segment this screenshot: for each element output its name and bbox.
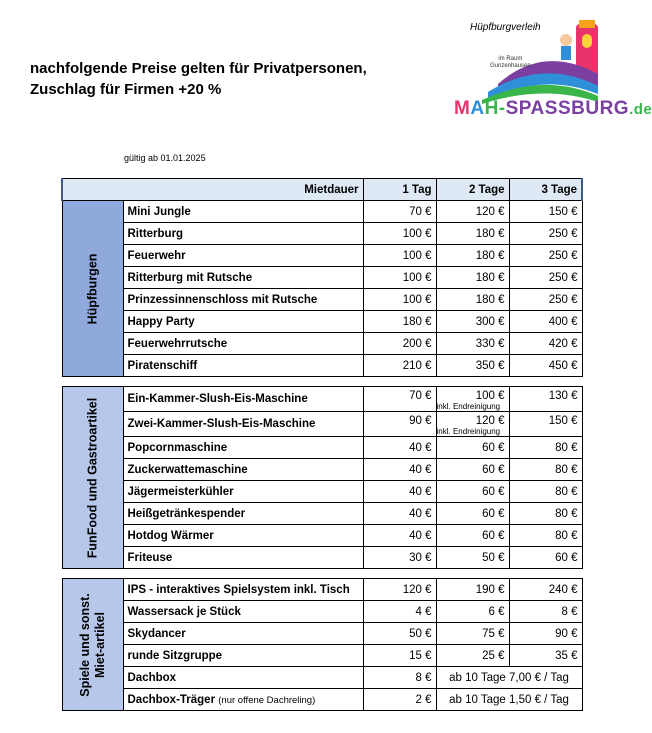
item-name: Ein-Kammer-Slush-Eis-Maschine [123, 387, 363, 412]
table-header-row [62, 179, 582, 201]
item-name: Heißgetränkespender [123, 503, 363, 525]
price-3-days: 250 € [509, 289, 582, 311]
price-1-day: 70 € [363, 387, 436, 412]
price-2-days: 25 € [436, 645, 509, 667]
logo-region-line2: Gunzenhausen [490, 63, 531, 69]
logo-arc-text: Hüpfburgverleih [470, 22, 541, 33]
price-table [61, 178, 583, 711]
item-name: Popcornmaschine [123, 437, 363, 459]
price-1-day: 180 € [363, 311, 436, 333]
price-1-day: 100 € [363, 223, 436, 245]
item-name: runde Sitzgruppe [123, 645, 363, 667]
table-row [62, 311, 582, 333]
price-1-day: 120 € [363, 579, 436, 601]
item-name: Jägermeisterkühler [123, 481, 363, 503]
price-2-days: 60 € [436, 481, 509, 503]
price-3-days: 80 € [509, 459, 582, 481]
price-1-day: 210 € [363, 355, 436, 377]
price-2-days: 330 € [436, 333, 509, 355]
table-row [62, 245, 582, 267]
price-1-day: 40 € [363, 459, 436, 481]
price-3-days: 250 € [509, 267, 582, 289]
table-row [62, 525, 582, 547]
item-name [123, 689, 363, 711]
brand-tld: .de [629, 101, 652, 118]
price-2-days: 190 € [436, 579, 509, 601]
section-spacer [62, 377, 582, 387]
price-1-day: 15 € [363, 645, 436, 667]
brand-letter-m: M [454, 98, 471, 119]
item-name: Dachbox [123, 667, 363, 689]
price-3-days: 150 € [509, 201, 582, 223]
price-3-days: 150 € [509, 412, 582, 437]
heading-line-private: nachfolgende Preise gelten für Privatpersonen, [30, 60, 367, 77]
extended-rate: ab 10 Tage 1,50 € / Tag [436, 689, 582, 711]
price-3-days: 130 € [509, 387, 582, 412]
table-row [62, 601, 582, 623]
item-name: Feuerwehrrutsche [123, 333, 363, 355]
price-3-days: 250 € [509, 245, 582, 267]
price-2-days: 180 € [436, 289, 509, 311]
price-1-day: 90 € [363, 412, 436, 437]
price-1-day: 30 € [363, 547, 436, 569]
price-2-days: 180 € [436, 245, 509, 267]
price-2-days: 60 € [436, 437, 509, 459]
logo-region-line1: im Raum [498, 56, 523, 62]
price-1-day: 200 € [363, 333, 436, 355]
item-name: Friteuse [123, 547, 363, 569]
price-2-days: 180 € [436, 267, 509, 289]
price-1-day: 2 € [363, 689, 436, 711]
price-3-days: 400 € [509, 311, 582, 333]
price-value: 120 € [475, 415, 505, 427]
header-1-day: 1 Tag [363, 179, 436, 201]
table-row [62, 667, 582, 689]
price-3-days: 60 € [509, 547, 582, 569]
price-1-day: 50 € [363, 623, 436, 645]
item-name: Piratenschiff [123, 355, 363, 377]
extended-rate: ab 10 Tage 7,00 € / Tag [436, 667, 582, 689]
price-2-days: 60 € [436, 459, 509, 481]
table-row [62, 223, 582, 245]
brand-letter-a: A [470, 98, 485, 119]
item-name: Ritterburg mit Rutsche [123, 267, 363, 289]
category-label: FunFood und Gastroartikel [85, 397, 99, 558]
table-row [62, 547, 582, 569]
table-row [62, 289, 582, 311]
price-1-day: 70 € [363, 201, 436, 223]
table-row [62, 437, 582, 459]
category-funfood [62, 387, 123, 569]
item-name: Zuckerwattemaschine [123, 459, 363, 481]
item-name: Mini Jungle [123, 201, 363, 223]
page-heading [30, 58, 367, 100]
validity-date: gültig ab 01.01.2025 [124, 153, 206, 163]
price-value: 100 € [475, 390, 505, 402]
price-3-days: 250 € [509, 223, 582, 245]
price-2-days [436, 412, 509, 437]
item-name: Skydancer [123, 623, 363, 645]
table-row [62, 689, 582, 711]
price-1-day: 40 € [363, 525, 436, 547]
price-3-days: 80 € [509, 481, 582, 503]
price-1-day: 8 € [363, 667, 436, 689]
table-row [62, 459, 582, 481]
brand-letter-h: H- [484, 98, 506, 119]
table-row [62, 267, 582, 289]
item-name: Happy Party [123, 311, 363, 333]
price-2-days: 60 € [436, 525, 509, 547]
category-label: Hüpfburgen [85, 253, 99, 324]
cleaning-note: inkl. Endreinigung [436, 402, 501, 411]
price-1-day: 100 € [363, 289, 436, 311]
price-2-days: 300 € [436, 311, 509, 333]
category-label [78, 593, 108, 697]
price-2-days: 50 € [436, 547, 509, 569]
price-1-day: 40 € [363, 503, 436, 525]
price-2-days: 350 € [436, 355, 509, 377]
table-row [62, 387, 582, 412]
item-name: Hotdog Wärmer [123, 525, 363, 547]
price-1-day: 4 € [363, 601, 436, 623]
price-3-days: 90 € [509, 623, 582, 645]
price-3-days: 80 € [509, 503, 582, 525]
price-2-days: 6 € [436, 601, 509, 623]
category-spiele [62, 579, 123, 711]
category-label-line1: Spiele und sonst. [77, 592, 92, 697]
price-3-days: 80 € [509, 525, 582, 547]
price-2-days: 120 € [436, 201, 509, 223]
table-row [62, 355, 582, 377]
price-1-day: 100 € [363, 267, 436, 289]
price-1-day: 100 € [363, 245, 436, 267]
table-row [62, 503, 582, 525]
item-name: Ritterburg [123, 223, 363, 245]
item-name: Feuerwehr [123, 245, 363, 267]
item-name: Wassersack je Stück [123, 601, 363, 623]
item-name-text: Dachbox-Träger [127, 693, 216, 706]
price-3-days: 35 € [509, 645, 582, 667]
price-2-days: 180 € [436, 223, 509, 245]
price-3-days: 450 € [509, 355, 582, 377]
price-2-days: 60 € [436, 503, 509, 525]
price-3-days: 420 € [509, 333, 582, 355]
table-row [62, 645, 582, 667]
price-1-day: 40 € [363, 437, 436, 459]
table-row [62, 579, 582, 601]
category-huepfburgen [62, 201, 123, 377]
item-name: Zwei-Kammer-Slush-Eis-Maschine [123, 412, 363, 437]
table-row [62, 333, 582, 355]
table-row [62, 201, 582, 223]
item-name-note: (nur offene Dachreling) [218, 694, 316, 706]
cleaning-note: inkl. Endreinigung [436, 427, 501, 436]
brand-word: SPASSBURG [505, 98, 630, 119]
table-row [62, 481, 582, 503]
company-logo [448, 14, 652, 126]
table-row [62, 623, 582, 645]
logo-brand-name [454, 98, 652, 120]
price-3-days: 80 € [509, 437, 582, 459]
header-3-days: 3 Tage [509, 179, 582, 201]
table-row [62, 412, 582, 437]
header-duration: Mietdauer [62, 179, 363, 201]
heading-line-surcharge: Zuschlag für Firmen +20 % [30, 81, 222, 98]
item-name: IPS - interaktives Spielsystem inkl. Tisch [123, 579, 363, 601]
header-2-days: 2 Tage [436, 179, 509, 201]
category-label-line2: Miet-artikel [92, 611, 107, 678]
item-name: Prinzessinnenschloss mit Rutsche [123, 289, 363, 311]
logo-region-text [490, 56, 531, 70]
section-spacer [62, 569, 582, 579]
price-1-day: 40 € [363, 481, 436, 503]
price-3-days: 240 € [509, 579, 582, 601]
price-3-days: 8 € [509, 601, 582, 623]
price-2-days: 75 € [436, 623, 509, 645]
price-2-days [436, 387, 509, 412]
